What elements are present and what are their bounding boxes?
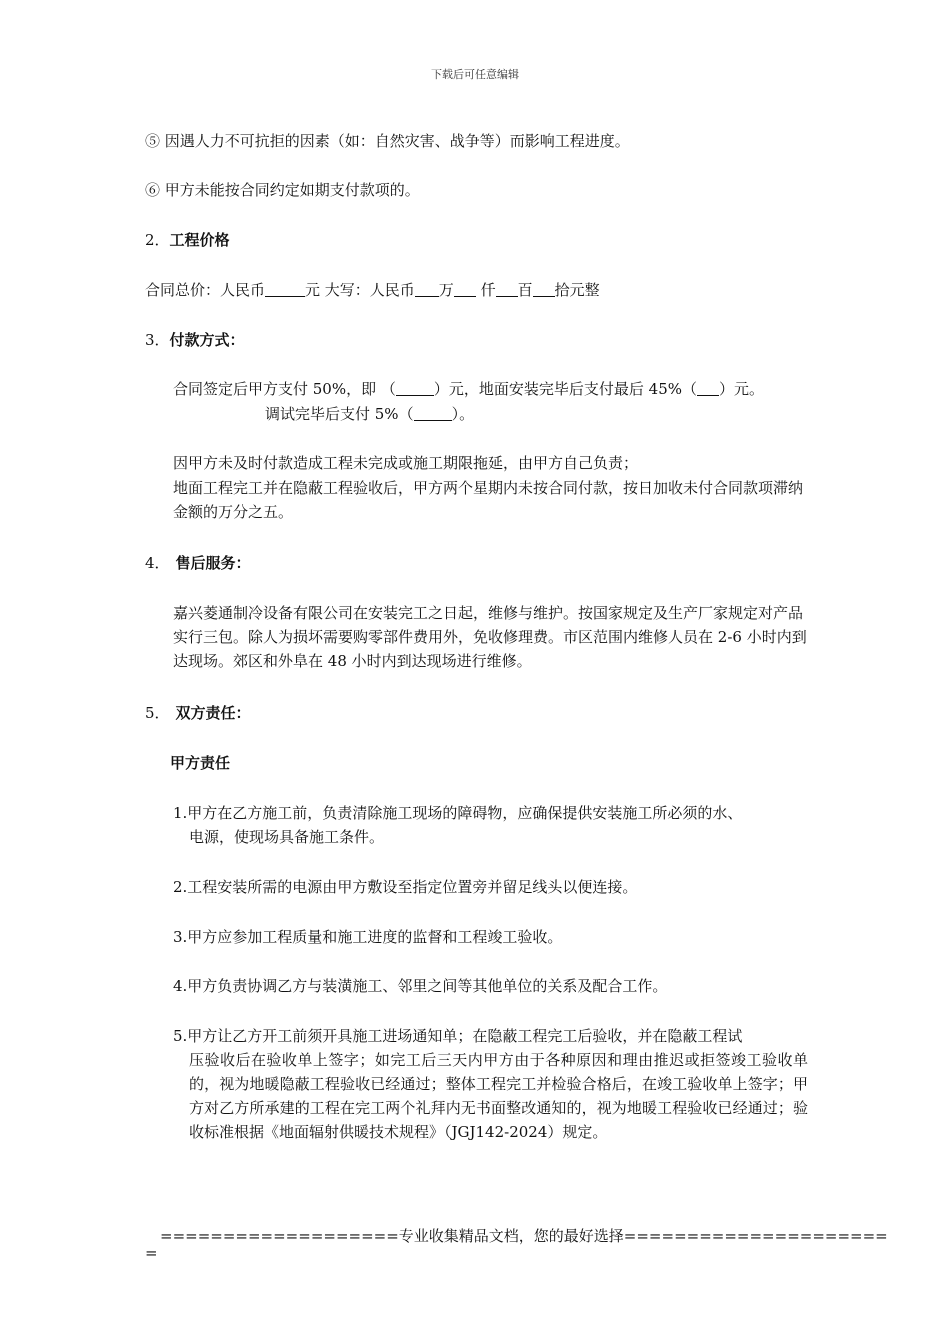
payment-line-1 (173, 378, 764, 399)
section-5-title: 双方责任： (175, 704, 251, 722)
shi-label: 拾元整 (554, 281, 600, 299)
party-a-item-1 (173, 801, 808, 849)
section-2-heading (145, 229, 230, 250)
payment-line-1-a: 合同签定后甲方支付 50%，即 （ (173, 380, 396, 398)
item-3-text: 3.甲方应参加工程质量和施工进度的监督和工程竣工验收。 (173, 928, 563, 946)
payment-delay-2: 地面工程完工并在隐蔽工程验收后，甲方两个星期内未按合同付款，按日加收未付合同款项滞纳金额的万分之五。 (173, 479, 804, 521)
item-5-first-line: 5.甲方让乙方开工前须开具施工进场通知单；在隐蔽工程完工后验收，并在隐蔽工程试 (173, 1027, 743, 1045)
section-2-number: 2． (145, 231, 170, 249)
clause-6: ⑥ 甲方未能按合同约定如期支付款项的。 (145, 181, 420, 199)
item-5-rest: 压验收后在验收单上签字；如完工后三天内甲方由于各种原因和理由推迟或拒签竣工验收单的，视为地暖隐蔽工程验收已经通过；整体工程完工并检验合格后，在竣工验收单上签字；甲方对乙方所承建的工程在完工两个礼拜内无书面整改通知的，视为地暖工程验收已经通过；验收标准根据《地面辐射供暖技术规程》（JGJ142-2024）规定。 (189, 1051, 808, 1141)
section-3-heading (145, 329, 245, 350)
price-prefix: 合同总价：人民币 (145, 281, 266, 299)
item-1-first-line: 1.甲方在乙方施工前，负责清除施工现场的障碍物，应确保提供安装施工所必须的水、 (173, 804, 743, 822)
after-sales-body: 嘉兴菱通制冷设备有限公司在安装完工之日起，维修与维护。按国家规定及生产厂家规定对产品实行三包。除人为损坏需要购零部件费用外，免收修理费。市区范围内维修人员在 2-6 小时内到达现场。郊区和外阜在 48 小时内到达现场进行维修。 (173, 604, 807, 670)
price-amount-blank (265, 282, 305, 297)
footer-tail: = (145, 1244, 158, 1262)
payment-line-2 (265, 403, 474, 424)
shi-blank (533, 282, 555, 297)
qian-blank (454, 282, 476, 297)
section-5-heading (145, 702, 251, 723)
section-4-heading (145, 552, 251, 573)
section-3-title: 付款方式： (169, 331, 245, 349)
payment-line-2-a: 调试完毕后支付 5%（ (265, 405, 414, 423)
item-4-text: 4.甲方负责协调乙方与装潢施工、邻里之间等其他单位的关系及配合工作。 (173, 977, 668, 995)
party-a-item-5 (173, 1024, 808, 1144)
party-a-heading: 甲方责任 (170, 754, 231, 772)
item-1-rest: 电源，使现场具备施工条件。 (189, 828, 385, 846)
wan-label: 万 (438, 281, 454, 299)
section-2-title: 工程价格 (169, 231, 230, 249)
payment-50-blank (396, 381, 434, 396)
bai-blank (496, 282, 518, 297)
party-a-item-3 (173, 925, 808, 949)
section-4-title: 售后服务： (175, 554, 251, 572)
item-2-text: 2.工程安装所需的电源由甲方敷设至指定位置旁并留足线头以便连接。 (173, 878, 638, 896)
contract-price-line (145, 279, 600, 300)
party-a-item-2 (173, 875, 808, 899)
payment-5-blank (414, 406, 452, 421)
wan-blank (415, 282, 439, 297)
qian-label: 仟 (475, 281, 496, 299)
page-header: 下载后可任意编辑 (431, 68, 519, 81)
bai-label: 百 (517, 281, 533, 299)
section-3-number: 3． (145, 331, 170, 349)
clause-5: ⑤ 因遇人力不可抗拒的因素（如：自然灾害、战争等）而影响工程进度。 (145, 132, 630, 150)
section-4-number: 4． (145, 554, 170, 572)
payment-line-1-c: ）元。 (719, 380, 765, 398)
section-5-number: 5． (145, 704, 170, 722)
payment-line-2-b: ）。 (451, 405, 475, 423)
party-a-item-4 (173, 974, 808, 998)
price-unit: 元 大写：人民币 (305, 281, 415, 299)
payment-45-blank (697, 381, 719, 396)
footer-banner: ===================专业收集精品文档，您的最好选择===================== (160, 1227, 888, 1245)
payment-delay-1: 因甲方未及时付款造成工程未完成或施工期限拖延，由甲方自己负责； (173, 454, 639, 472)
payment-line-1-b: ）元，地面安装完毕后支付最后 45%（ (433, 380, 698, 398)
